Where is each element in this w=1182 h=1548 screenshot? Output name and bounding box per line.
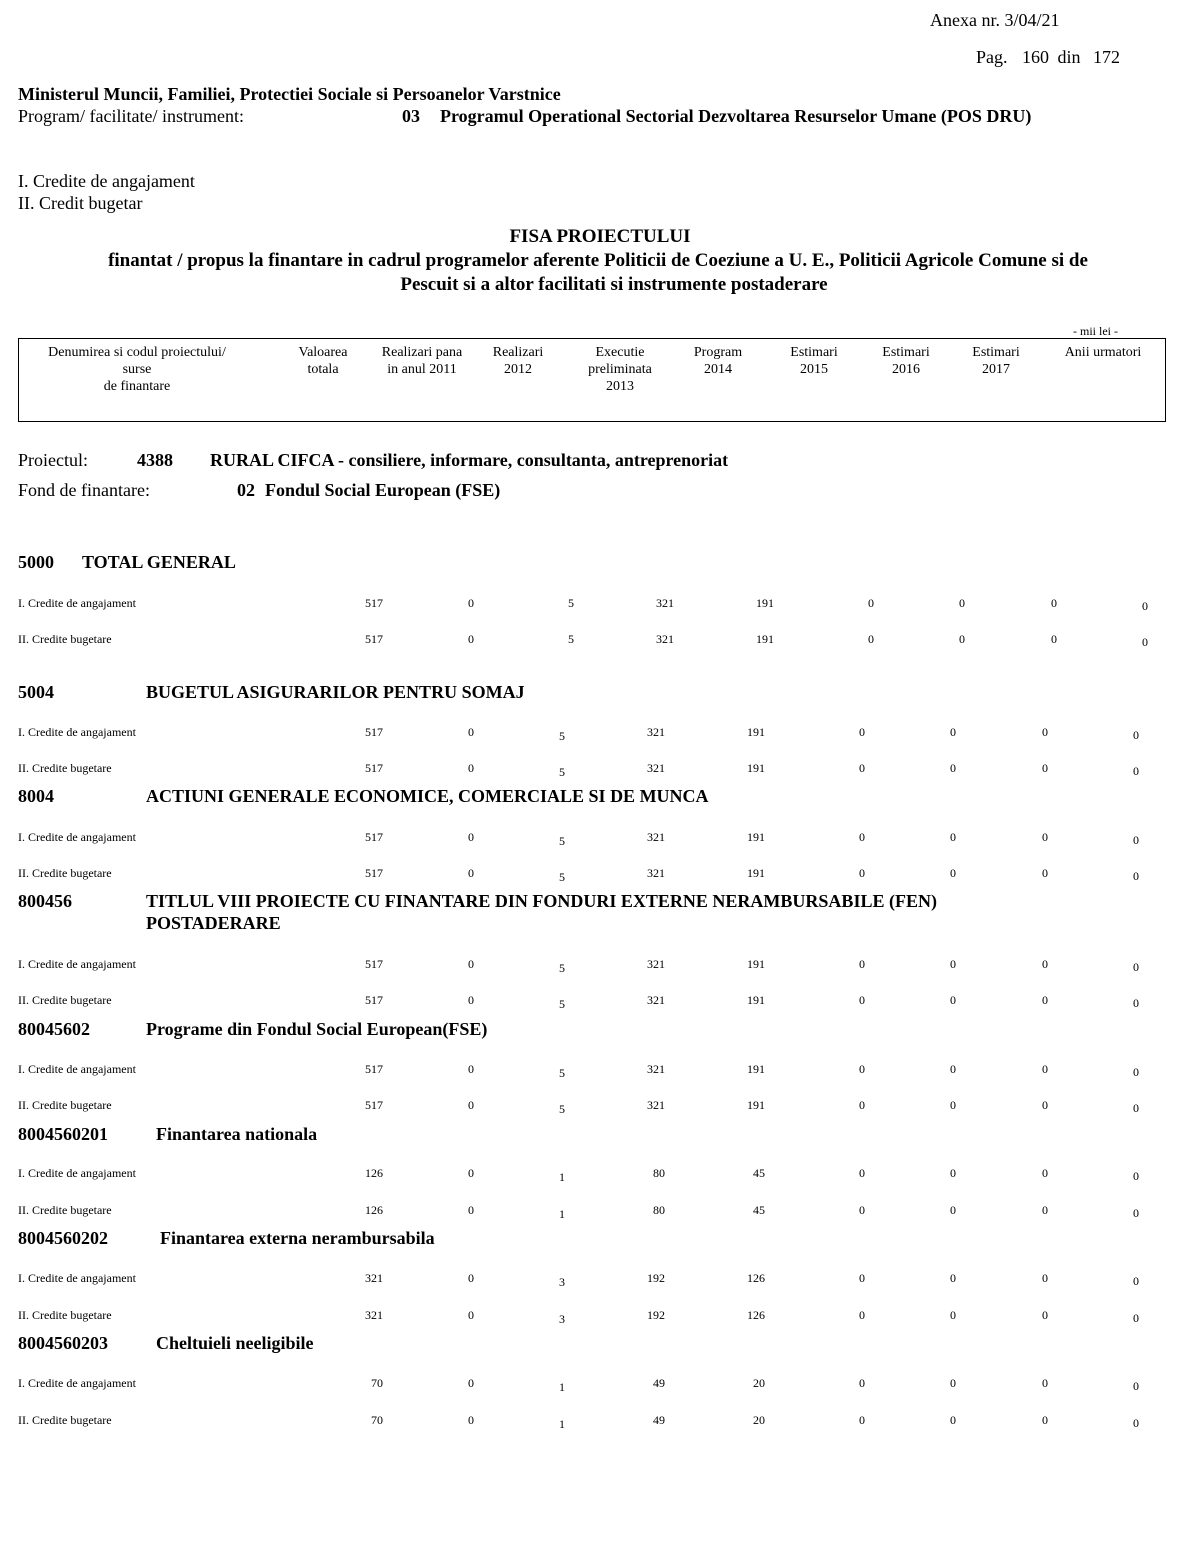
value-2015: 0 bbox=[859, 725, 865, 739]
value-2011: 0 bbox=[468, 632, 474, 646]
value-2015: 0 bbox=[859, 957, 865, 971]
col-header-next-years: Anii urmatori bbox=[1064, 345, 1142, 360]
value-2014: 20 bbox=[753, 1376, 765, 1390]
value-2016: 0 bbox=[959, 596, 965, 610]
value-2013: 321 bbox=[647, 830, 665, 844]
row-label: I. Credite de angajament bbox=[18, 1376, 136, 1390]
row-label: II. Credite bugetare bbox=[18, 993, 112, 1007]
row-label: I. Credite de angajament bbox=[18, 725, 136, 739]
value-2013: 321 bbox=[647, 1098, 665, 1112]
row-label: I. Credite de angajament bbox=[18, 1271, 136, 1285]
value-2011: 0 bbox=[468, 596, 474, 610]
value-2016: 0 bbox=[950, 866, 956, 880]
value-2014: 191 bbox=[756, 632, 774, 646]
value-total: 517 bbox=[365, 725, 383, 739]
value-2015: 0 bbox=[859, 1376, 865, 1390]
value-2017: 0 bbox=[1051, 596, 1057, 610]
value-2017: 0 bbox=[1042, 1308, 1048, 1322]
value-2017: 0 bbox=[1042, 1271, 1048, 1285]
row-label: I. Credite de angajament bbox=[18, 830, 136, 844]
value-2014: 191 bbox=[747, 725, 765, 739]
value-2012: 5 bbox=[559, 729, 565, 743]
page-indicator bbox=[976, 47, 1120, 68]
col-header-2012: Realizari 2012 bbox=[492, 345, 544, 377]
section-name: TITLUL VIII PROIECTE CU FINANTARE DIN FONDURI EXTERNE NERAMBURSABILE (FEN) bbox=[146, 891, 937, 911]
value-total: 517 bbox=[365, 1062, 383, 1076]
value-total: 517 bbox=[365, 993, 383, 1007]
subtitle-line-1: finantat / propus la finantare in cadrul programelor aferente Politicii de Coeziune a U. E., Politicii Agricole Comune si de bbox=[108, 250, 1088, 271]
value-2014: 126 bbox=[747, 1308, 765, 1322]
row-label: I. Credite de angajament bbox=[18, 957, 136, 971]
value-2017: 0 bbox=[1042, 957, 1048, 971]
project-name: RURAL CIFCA - consiliere, informare, consultanta, antreprenoriat bbox=[210, 450, 729, 470]
page-label: Pag. bbox=[976, 47, 1008, 67]
value-2014: 126 bbox=[747, 1271, 765, 1285]
value-2017: 0 bbox=[1042, 1166, 1048, 1180]
value-2011: 0 bbox=[468, 725, 474, 739]
row-label: I. Credite de angajament bbox=[18, 1062, 136, 1076]
ministry-name: Ministerul Muncii, Familiei, Protectiei Sociale si Persoanelor Varstnice bbox=[18, 84, 561, 104]
value-2012: 1 bbox=[559, 1207, 565, 1221]
value-next-years: 0 bbox=[1133, 1206, 1139, 1220]
value-2017: 0 bbox=[1042, 830, 1048, 844]
unit-label: - mii lei - bbox=[1073, 324, 1118, 338]
col-header-2015: Estimari 2015 bbox=[790, 345, 838, 377]
value-2017: 0 bbox=[1042, 1413, 1048, 1427]
value-total: 517 bbox=[365, 761, 383, 775]
page-title: FISA PROIECTULUI bbox=[509, 226, 691, 247]
value-2012: 5 bbox=[568, 596, 574, 610]
col-header-2013: Executie preliminata 2013 bbox=[588, 345, 652, 394]
subtitle-line-2: Pescuit si a altor facilitati si instrumente postaderare bbox=[400, 274, 828, 295]
value-2015: 0 bbox=[859, 993, 865, 1007]
section-name: Finantarea nationala bbox=[156, 1124, 318, 1144]
program-label: Program/ facilitate/ instrument: bbox=[18, 106, 244, 126]
row-label: II. Credite bugetare bbox=[18, 1098, 112, 1112]
value-2017: 0 bbox=[1042, 1376, 1048, 1390]
page-current: 160 bbox=[1022, 47, 1049, 67]
value-next-years: 0 bbox=[1133, 1416, 1139, 1430]
value-2015: 0 bbox=[859, 830, 865, 844]
value-2014: 45 bbox=[753, 1166, 765, 1180]
value-2012: 1 bbox=[559, 1170, 565, 1184]
value-total: 517 bbox=[365, 957, 383, 971]
row-label: I. Credite de angajament bbox=[18, 596, 136, 610]
row-label: II. Credite bugetare bbox=[18, 1203, 112, 1217]
value-2013: 321 bbox=[647, 957, 665, 971]
value-2013: 192 bbox=[647, 1308, 665, 1322]
value-2012: 5 bbox=[559, 961, 565, 975]
col-header-2016: Estimari 2016 bbox=[882, 345, 930, 377]
value-2016: 0 bbox=[950, 993, 956, 1007]
row-label: II. Credite bugetare bbox=[18, 1413, 112, 1427]
value-2017: 0 bbox=[1042, 1062, 1048, 1076]
value-2013: 49 bbox=[653, 1413, 665, 1427]
program-name: Programul Operational Sectorial Dezvoltarea Resurselor Umane (POS DRU) bbox=[440, 106, 1032, 126]
section-name: TOTAL GENERAL bbox=[82, 552, 236, 572]
value-2012: 5 bbox=[568, 632, 574, 646]
value-2016: 0 bbox=[950, 1413, 956, 1427]
value-2013: 321 bbox=[647, 761, 665, 775]
value-2011: 0 bbox=[468, 1062, 474, 1076]
value-2017: 0 bbox=[1042, 1203, 1048, 1217]
value-2013: 321 bbox=[647, 725, 665, 739]
row-label: II. Credite bugetare bbox=[18, 866, 112, 880]
value-2012: 3 bbox=[559, 1312, 565, 1326]
fund-label: Fond de finantare: bbox=[18, 480, 150, 500]
fund-code: 02 bbox=[237, 480, 255, 500]
value-total: 70 bbox=[371, 1413, 383, 1427]
value-next-years: 0 bbox=[1133, 996, 1139, 1010]
value-2016: 0 bbox=[950, 725, 956, 739]
value-2017: 0 bbox=[1051, 632, 1057, 646]
value-2013: 321 bbox=[647, 866, 665, 880]
value-2017: 0 bbox=[1042, 993, 1048, 1007]
value-2015: 0 bbox=[859, 1308, 865, 1322]
value-2013: 49 bbox=[653, 1376, 665, 1390]
row-label: II. Credite bugetare bbox=[18, 632, 112, 646]
value-next-years: 0 bbox=[1133, 1311, 1139, 1325]
value-2011: 0 bbox=[468, 957, 474, 971]
value-2011: 0 bbox=[468, 1308, 474, 1322]
value-2016: 0 bbox=[950, 1166, 956, 1180]
value-2017: 0 bbox=[1042, 761, 1048, 775]
value-next-years: 0 bbox=[1133, 1274, 1139, 1288]
value-2013: 321 bbox=[656, 632, 674, 646]
value-2015: 0 bbox=[859, 761, 865, 775]
value-2013: 321 bbox=[647, 993, 665, 1007]
value-total: 517 bbox=[365, 596, 383, 610]
value-next-years: 0 bbox=[1142, 599, 1148, 613]
value-total: 517 bbox=[365, 830, 383, 844]
value-2013: 80 bbox=[653, 1166, 665, 1180]
value-2012: 5 bbox=[559, 765, 565, 779]
section-name: Finantarea externa nerambursabila bbox=[160, 1228, 435, 1248]
value-2014: 191 bbox=[747, 761, 765, 775]
value-total: 321 bbox=[365, 1308, 383, 1322]
section-name: ACTIUNI GENERALE ECONOMICE, COMERCIALE SI DE MUNCA bbox=[146, 786, 709, 806]
value-2016: 0 bbox=[950, 830, 956, 844]
value-2011: 0 bbox=[468, 1098, 474, 1112]
row-label: II. Credite bugetare bbox=[18, 1308, 112, 1322]
value-2016: 0 bbox=[950, 1308, 956, 1322]
section-code: 8004 bbox=[18, 786, 54, 806]
value-2012: 1 bbox=[559, 1417, 565, 1431]
value-total: 321 bbox=[365, 1271, 383, 1285]
project-code: 4388 bbox=[137, 450, 173, 470]
value-2011: 0 bbox=[468, 993, 474, 1007]
value-2013: 80 bbox=[653, 1203, 665, 1217]
section-name: Cheltuieli neeligibile bbox=[156, 1333, 314, 1353]
value-2011: 0 bbox=[468, 1271, 474, 1285]
value-2015: 0 bbox=[868, 596, 874, 610]
value-2015: 0 bbox=[868, 632, 874, 646]
section-code: 8004560203 bbox=[18, 1333, 108, 1353]
value-next-years: 0 bbox=[1133, 869, 1139, 883]
row-label: I. Credite de angajament bbox=[18, 1166, 136, 1180]
value-2014: 191 bbox=[747, 993, 765, 1007]
value-next-years: 0 bbox=[1142, 635, 1148, 649]
value-2016: 0 bbox=[950, 957, 956, 971]
value-total: 126 bbox=[365, 1203, 383, 1217]
value-total: 517 bbox=[365, 866, 383, 880]
value-2012: 5 bbox=[559, 1066, 565, 1080]
value-2011: 0 bbox=[468, 866, 474, 880]
value-2011: 0 bbox=[468, 761, 474, 775]
value-2014: 191 bbox=[747, 1062, 765, 1076]
value-2012: 5 bbox=[559, 834, 565, 848]
value-2015: 0 bbox=[859, 1098, 865, 1112]
value-2014: 191 bbox=[747, 1098, 765, 1112]
value-2014: 191 bbox=[747, 866, 765, 880]
section-code: 8004560201 bbox=[18, 1124, 108, 1144]
value-next-years: 0 bbox=[1133, 1065, 1139, 1079]
value-next-years: 0 bbox=[1133, 728, 1139, 742]
value-2013: 192 bbox=[647, 1271, 665, 1285]
value-2016: 0 bbox=[950, 1062, 956, 1076]
value-2017: 0 bbox=[1042, 866, 1048, 880]
value-2015: 0 bbox=[859, 1166, 865, 1180]
value-2014: 20 bbox=[753, 1413, 765, 1427]
value-2015: 0 bbox=[859, 1203, 865, 1217]
value-2014: 191 bbox=[747, 830, 765, 844]
value-2012: 5 bbox=[559, 1102, 565, 1116]
value-2012: 1 bbox=[559, 1380, 565, 1394]
col-header-name: Denumirea si codul proiectului/ surse de finantare bbox=[48, 345, 226, 394]
value-2011: 0 bbox=[468, 1203, 474, 1217]
value-2016: 0 bbox=[950, 1271, 956, 1285]
value-total: 126 bbox=[365, 1166, 383, 1180]
value-total: 70 bbox=[371, 1376, 383, 1390]
section-code: 5004 bbox=[18, 682, 54, 702]
value-2015: 0 bbox=[859, 1271, 865, 1285]
value-next-years: 0 bbox=[1133, 1101, 1139, 1115]
section-name: Programe din Fondul Social European(FSE) bbox=[146, 1019, 488, 1039]
value-2017: 0 bbox=[1042, 1098, 1048, 1112]
col-header-total: Valoarea totala bbox=[298, 345, 348, 377]
project-label: Proiectul: bbox=[18, 450, 88, 470]
legend-line-2: II. Credit bugetar bbox=[18, 193, 143, 213]
col-header-2017: Estimari 2017 bbox=[972, 345, 1020, 377]
value-2017: 0 bbox=[1042, 725, 1048, 739]
section-code: 5000 bbox=[18, 552, 54, 572]
value-next-years: 0 bbox=[1133, 764, 1139, 778]
annex-number: Anexa nr. 3/04/21 bbox=[930, 10, 1060, 30]
value-2016: 0 bbox=[959, 632, 965, 646]
value-2011: 0 bbox=[468, 1413, 474, 1427]
value-2015: 0 bbox=[859, 1413, 865, 1427]
value-2011: 0 bbox=[468, 830, 474, 844]
value-2013: 321 bbox=[647, 1062, 665, 1076]
value-2016: 0 bbox=[950, 1376, 956, 1390]
value-2011: 0 bbox=[468, 1376, 474, 1390]
col-header-2014: Program 2014 bbox=[693, 345, 743, 377]
page-of: din bbox=[1057, 47, 1081, 67]
value-2015: 0 bbox=[859, 1062, 865, 1076]
value-2014: 191 bbox=[756, 596, 774, 610]
section-name-line-2: POSTADERARE bbox=[146, 913, 281, 933]
value-2012: 3 bbox=[559, 1275, 565, 1289]
row-label: II. Credite bugetare bbox=[18, 761, 112, 775]
value-2016: 0 bbox=[950, 1203, 956, 1217]
section-code: 8004560202 bbox=[18, 1228, 108, 1248]
section-code: 80045602 bbox=[18, 1019, 90, 1039]
value-next-years: 0 bbox=[1133, 960, 1139, 974]
section-code: 800456 bbox=[18, 891, 72, 911]
value-next-years: 0 bbox=[1133, 1169, 1139, 1183]
page-total: 172 bbox=[1093, 47, 1121, 67]
section-name: BUGETUL ASIGURARILOR PENTRU SOMAJ bbox=[146, 682, 525, 702]
col-header-2011: Realizari pana in anul 2011 bbox=[381, 345, 463, 377]
value-2012: 5 bbox=[559, 870, 565, 884]
program-code: 03 bbox=[402, 106, 420, 126]
value-2016: 0 bbox=[950, 1098, 956, 1112]
value-2016: 0 bbox=[950, 761, 956, 775]
value-next-years: 0 bbox=[1133, 833, 1139, 847]
legend-line-1: I. Credite de angajament bbox=[18, 171, 195, 191]
value-2015: 0 bbox=[859, 866, 865, 880]
value-2014: 45 bbox=[753, 1203, 765, 1217]
value-2012: 5 bbox=[559, 997, 565, 1011]
value-2014: 191 bbox=[747, 957, 765, 971]
value-2013: 321 bbox=[656, 596, 674, 610]
value-total: 517 bbox=[365, 632, 383, 646]
value-2011: 0 bbox=[468, 1166, 474, 1180]
value-total: 517 bbox=[365, 1098, 383, 1112]
value-next-years: 0 bbox=[1133, 1379, 1139, 1393]
fund-name: Fondul Social European (FSE) bbox=[265, 480, 501, 500]
